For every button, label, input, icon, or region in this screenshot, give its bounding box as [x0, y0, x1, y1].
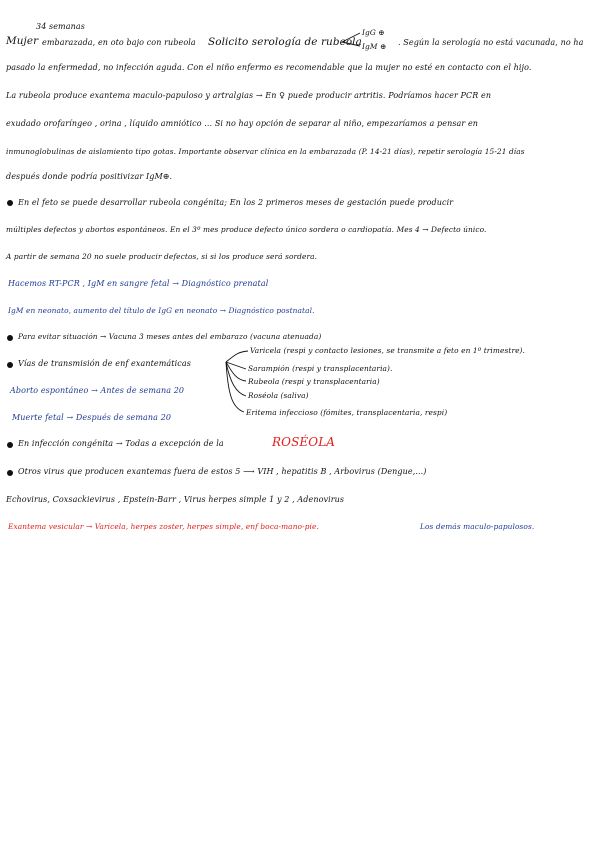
bullet-dot: [7, 200, 13, 206]
note-line-1a: Mujer: [6, 35, 39, 47]
note-fetal-death: Muerte fetal → Después de semana 20: [12, 413, 172, 422]
note-igg: IgG ⊕: [362, 28, 385, 37]
note-vesicular-exanthem: Exantema vesicular → Varicela, herpes zoster, herpes simple, enf boca-mano-pie.: [8, 522, 319, 531]
note-postnatal-diagnosis: IgM en neonato, aumento del título de IgG en neonato → Diagnóstico postnatal.: [8, 306, 315, 315]
note-line-5: inmunoglobulinas de aislamiento tipo gotas. Importante observar clínica en la embarazada (P. 14-21 días), repetir serología 15-21 días: [6, 147, 525, 156]
route-sarampion: Sarampión (respi y transplacentaria).: [248, 364, 393, 373]
bullet-congenital-rubella: En el feto se puede desarrollar rubeola congénita; En los 2 primeros meses de gestación puede producir: [18, 198, 454, 207]
note-maculopapular-rest: Los demás maculo-papulosos.: [420, 522, 535, 531]
note-spontaneous-abortion: Aborto espontáneo → Antes de semana 20: [10, 386, 185, 395]
bullet-dot: [7, 442, 13, 448]
note-gestation-weeks: 34 semanas: [36, 22, 85, 31]
note-line-1c: Solicito serología de rubeola: [208, 36, 362, 48]
note-line-4: exudado orofaríngeo , orina , líquido amniótico ... Si no hay opción de separar al niño, empezaríamos a pensar en: [6, 119, 479, 128]
note-defects-line: múltiples defectos y abortos espontáneos. En el 3º mes produce defecto único sordera o cardiopatía. Mes 4 → Defecto único.: [6, 225, 487, 234]
note-line-1b: embarazada, en oto bajo con rubeola: [42, 38, 196, 47]
note-other-viruses-cont: Echovirus, Coxsackievirus , Epstein-Barr , Virus herpes simple 1 y 2 , Adenovirus: [6, 495, 345, 504]
note-igm: IgM ⊕: [362, 42, 387, 51]
note-roseola-highlight: ROSÉOLA: [272, 435, 336, 449]
route-eritema: Eritema infeccioso (fómites, transplacentaria, respi): [246, 408, 448, 417]
bullet-dot: [7, 470, 13, 476]
note-line-2: pasado la enfermedad, no infección aguda. Con el niño enfermo es recomendable que la mujer no esté en contacto con el hijo.: [6, 63, 532, 72]
note-line-3: La rubeola produce exantema maculo-papuloso y artralgias → En ♀ puede producir artritis. Podríamos hacer PCR en: [6, 91, 492, 100]
bullet-congenital-infection: En infección congénita → Todas a excepción de la: [18, 439, 224, 448]
route-varicela: Varicela (respi y contacto lesiones, se transmite a feto en 1º trimestre).: [250, 346, 525, 355]
bullet-other-viruses: Otros virus que producen exantemas fuera de estos 5 ⟶ VIH , hepatitis B , Arbovirus (Dengue,...): [18, 467, 427, 476]
note-prenatal-diagnosis: Hacemos RT-PCR , IgM en sangre fetal → Diagnóstico prenatal: [8, 279, 269, 288]
bullet-vaccine: Para evitar situación → Vacuna 3 meses antes del embarazo (vacuna atenuada): [18, 332, 322, 341]
route-rubeola: Rubeola (respi y transplacentaria): [248, 377, 380, 386]
note-week20-line: A partir de semana 20 no suele producir defectos, si si los produce será sordera.: [6, 252, 318, 261]
bullet-transmission-routes: Vías de transmisión de enf exantemáticas: [18, 359, 191, 368]
note-line-6: después donde podría positivizar IgM⊕.: [6, 172, 173, 181]
bullet-dot: [7, 362, 13, 368]
bullet-dot: [7, 335, 13, 341]
note-line-1d: . Según la serología no está vacunada, no ha: [398, 38, 584, 47]
route-roseola: Roséola (saliva): [248, 391, 309, 400]
